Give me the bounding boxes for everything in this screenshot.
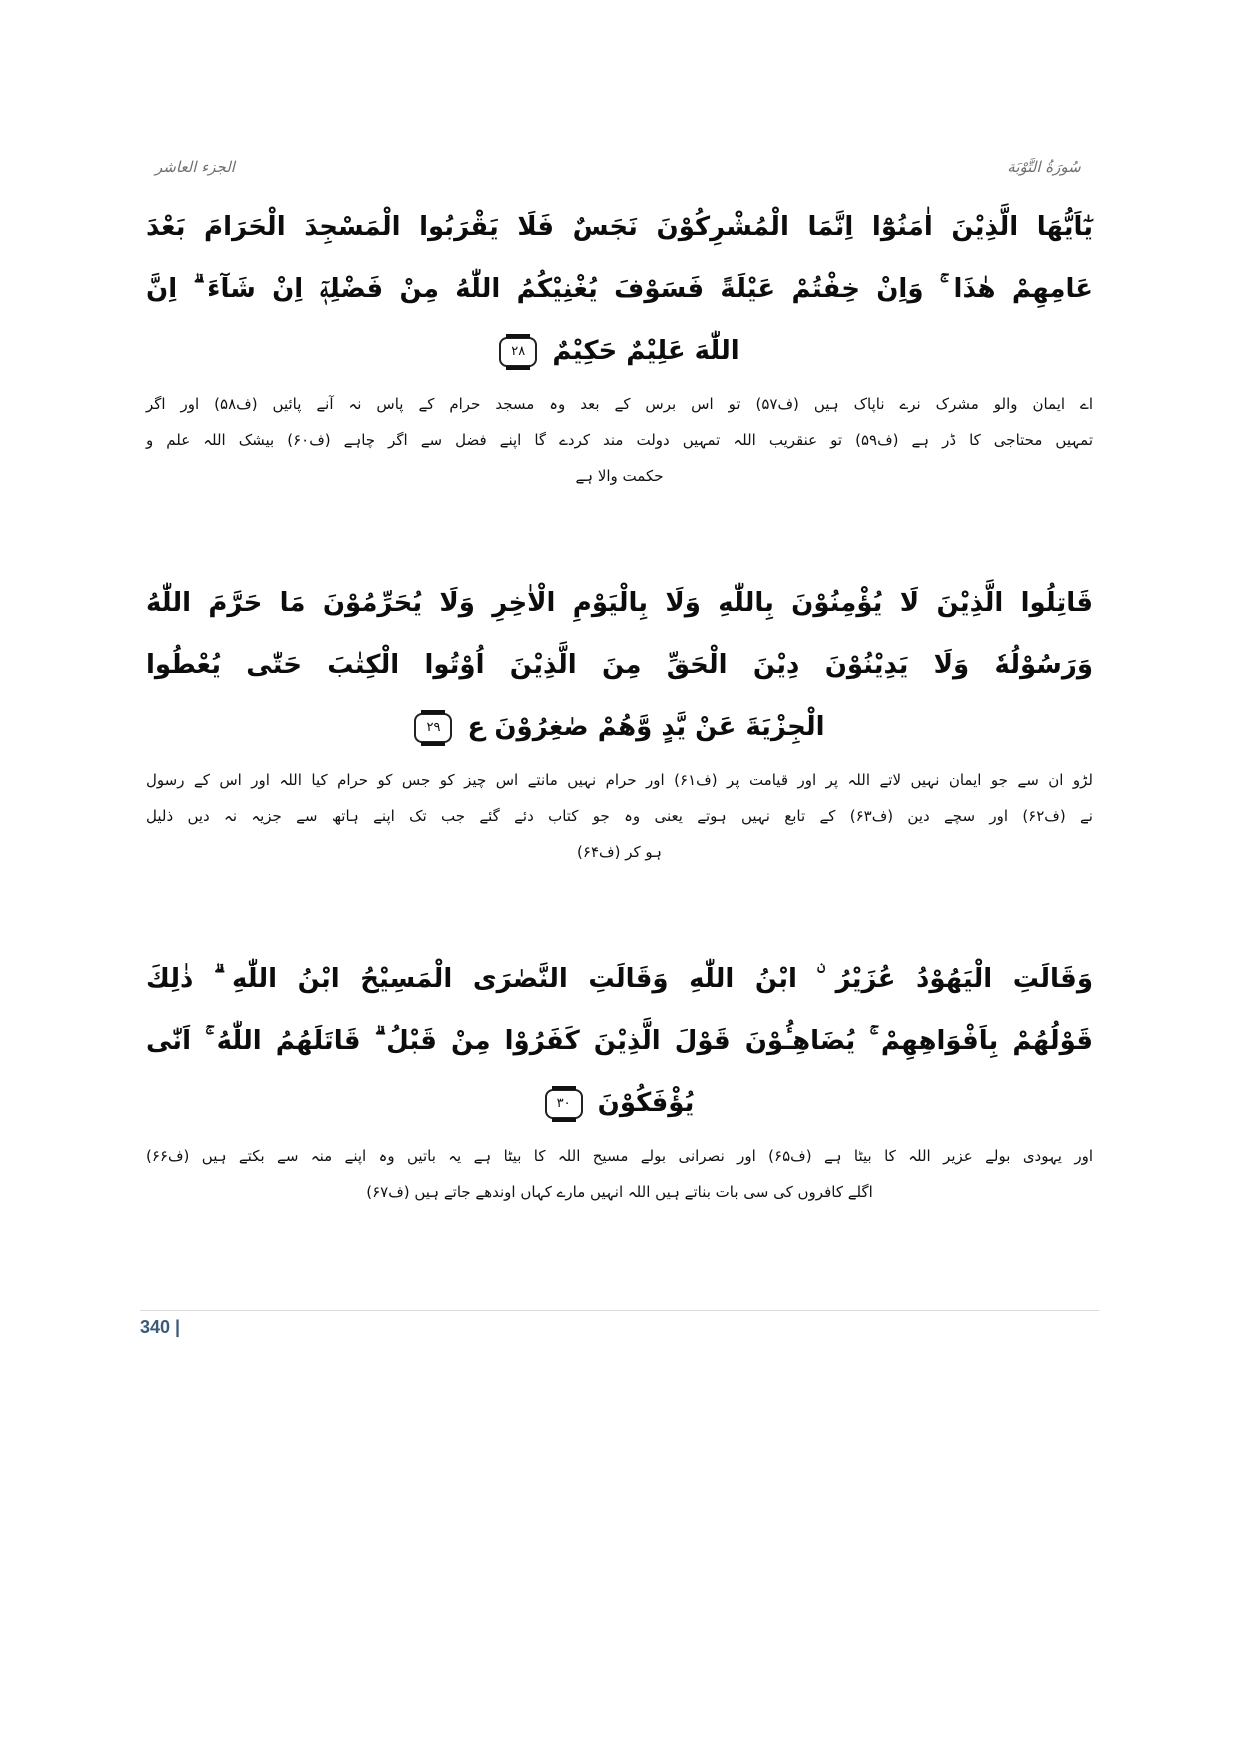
arabic-line: يٰٓاَيُّهَا الَّذِيْنَ اٰمَنُوْٓا اِنَّمَا الْمُشْرِكُوْنَ نَجَسٌ فَلَا يَقْرَبُوا الْمَسْجِدَ الْحَرَامَ بَعْدَ	[146, 212, 1093, 242]
arabic-line-text: اللّٰهَ عَلِيْمٌ حَكِيْمٌ	[552, 336, 740, 366]
page-header	[140, 150, 1099, 184]
verse-spacer	[140, 870, 1099, 948]
surah-name-header: سُورَةُ التَّوْبَة	[1007, 158, 1081, 176]
urdu-line: لڑو ان سے جو ایمان نہیں لاتے اللہ پر اور قیامت پر (ف۶۱) اور حرام نہیں مانتے اس چیز کو جس کو حرام کیا اللہ اور اس کے رسول	[146, 771, 1093, 789]
arabic-line	[146, 696, 1093, 758]
verse-28-arabic	[140, 196, 1099, 382]
arabic-line: عَامِهِمْ هٰذَا ۚ وَاِنْ خِفْتُمْ عَيْلَةً فَسَوْفَ يُغْنِيْكُمُ اللّٰهُ مِنْ فَضْلِهٖٓ اِنْ شَآءَ ۗ اِنَّ	[146, 274, 1093, 304]
verse-28-urdu-translation	[140, 386, 1099, 494]
footer-divider	[140, 1310, 1099, 1311]
verse-29-arabic	[140, 572, 1099, 758]
urdu-line: اگلے کافروں کی سی بات بناتے ہیں اللہ انہیں مارے کہاں اوندھے جاتے ہیں (ف۶۷)	[366, 1183, 873, 1201]
arabic-line-text: الْجِزْيَةَ عَنْ يَّدٍ وَّهُمْ صٰغِرُوْنَ ع	[467, 712, 825, 742]
ayah-number-marker: ٢٨	[499, 337, 537, 367]
urdu-line: تمہیں محتاجی کا ڈر ہے (ف۵۹) تو عنقریب اللہ تمہیں دولت مند کردے گا اپنے فضل سے اگر چاہے (ف۶۰) بیشک اللہ علم و	[146, 431, 1094, 449]
verse-spacer	[140, 494, 1099, 572]
arabic-line	[146, 1072, 1093, 1134]
page-footer	[140, 1310, 1099, 1338]
urdu-line: اے ایمان والو مشرک نرے ناپاک ہیں (ف۵۷) تو اس برس کے بعد وہ مسجد حرام کے پاس نہ آنے پائیں (ف۵۸) اور اگر	[146, 395, 1093, 413]
urdu-line: ہو کر (ف۶۴)	[577, 843, 662, 861]
urdu-line: نے (ف۶۲) اور سچے دین (ف۶۳) کے تابع نہیں ہوتے یعنی وہ جو کتاب دئے گئے جب تک اپنے ہاتھ سے جزیہ نہ دیں ذلیل	[146, 807, 1093, 825]
verse-30-arabic	[140, 948, 1099, 1134]
ayah-number-marker: ٣٠	[545, 1089, 583, 1119]
juz-name-header: الجزء العاشر	[155, 158, 235, 176]
arabic-line: قَاتِلُوا الَّذِيْنَ لَا يُؤْمِنُوْنَ بِاللّٰهِ وَلَا بِالْيَوْمِ الْاٰخِرِ وَلَا يُحَرِّمُوْنَ مَا حَرَّمَ اللّٰهُ	[146, 588, 1093, 618]
verse-29-urdu-translation	[140, 762, 1099, 870]
arabic-line: قَوْلُهُمْ بِاَفْوَاهِهِمْ ۚ يُضَاهِـُٔوْنَ قَوْلَ الَّذِيْنَ كَفَرُوْا مِنْ قَبْلُ ۗ قَاتَلَهُمُ اللّٰهُ ۚ اَنّٰى	[146, 1026, 1093, 1056]
arabic-line: وَرَسُوْلُهٗ وَلَا يَدِيْنُوْنَ دِيْنَ الْحَقِّ مِنَ الَّذِيْنَ اُوْتُوا الْكِتٰبَ حَتّٰى يُعْطُوا	[146, 650, 1093, 680]
arabic-line: وَقَالَتِ الْيَهُوْدُ عُزَيْرُ ۨ ابْنُ اللّٰهِ وَقَالَتِ النَّصٰرَى الْمَسِيْحُ ابْنُ اللّٰهِ ۗ ذٰلِكَ	[146, 964, 1093, 994]
urdu-line: اور یہودی بولے عزیر اللہ کا بیٹا ہے (ف۶۵) اور نصرانی بولے مسیح اللہ کا بیٹا ہے یہ باتیں وہ اپنے منہ سے بکتے ہیں (ف۶۶)	[146, 1147, 1093, 1165]
urdu-line: حکمت والا ہے	[575, 467, 664, 485]
page-number: 340 |	[140, 1317, 181, 1337]
arabic-line	[146, 320, 1093, 382]
ayah-number-marker: ٢٩	[414, 713, 452, 743]
verse-30-urdu-translation	[140, 1138, 1099, 1210]
arabic-line-text: يُؤْفَكُوْنَ	[597, 1088, 695, 1118]
